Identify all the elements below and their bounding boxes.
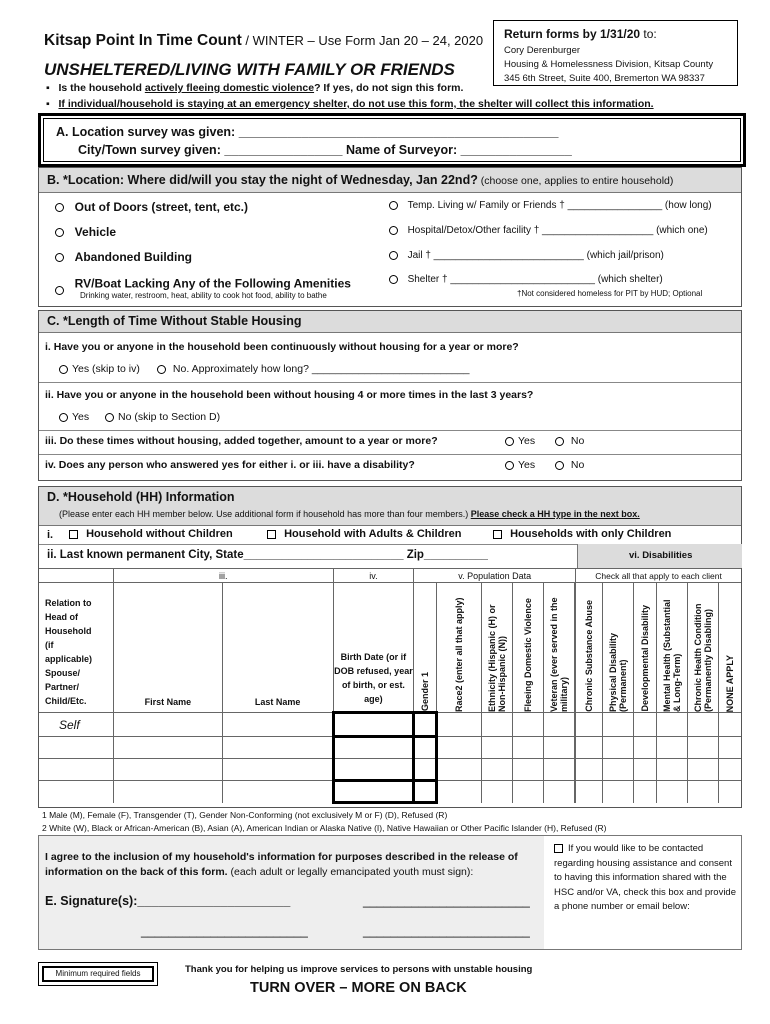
veteran-header: Veteran (ever served in the military): [544, 583, 575, 713]
option-hospital[interactable]: Hospital/Detox/Other facility † ____________________ (which one): [389, 225, 708, 236]
col-group-v: v. Population Data: [414, 569, 576, 583]
return-line2: Housing & Homelessness Division, Kitsap County: [504, 59, 714, 70]
fleeing-dv-header: Fleeing Domestic Violence: [513, 583, 544, 713]
bullet-dv: ▪ Is the household actively fleeing domestic violence? If yes, do not sign this form.: [46, 82, 464, 94]
thank-you-note: Thank you for helping us improve services to persons with unstable housing: [185, 964, 533, 975]
question-c-iv: iv. Does any person who answered yes for either i. or iii. have a disability?: [45, 459, 415, 471]
section-d: [38, 486, 742, 808]
min-required-legend: Minimum required fields: [42, 966, 154, 982]
col-group-iii: iii.: [113, 569, 333, 583]
return-line1: Cory Derenburger: [504, 45, 581, 56]
birth-date-header: Birth Date (or if DOB refused, year of birth, or est. age): [333, 583, 414, 713]
col-group-iv: iv.: [333, 569, 414, 583]
contact-consent[interactable]: If you would like to be contacted regarding housing assistance and consent to having this information shared with the HSC and/or VA, check this box and provide a phone number or email below:: [554, 843, 737, 912]
first-name-cell[interactable]: [113, 713, 222, 737]
c-iv-no[interactable]: No: [555, 459, 584, 471]
gender-cell[interactable]: [414, 713, 437, 737]
section-c-header: C. *Length of Time Without Stable Housing: [39, 311, 741, 333]
section-e: [38, 835, 742, 950]
return-line3: 345 6th Street, Suite 400, Bremerton WA 98337: [504, 73, 705, 84]
self-label: Self: [39, 713, 113, 737]
hud-footnote: †Not considered homeless for PIT by HUD; Optional: [517, 289, 703, 298]
hh-type-adults-children[interactable]: Household with Adults & Children: [267, 528, 461, 540]
last-name-header: Last Name: [222, 583, 333, 713]
consent-text: I agree to the inclusion of my household's information for purposes described in the release of information on the back of this form. (each adult or legally emancipated youth must sign):: [45, 851, 518, 878]
dis-substance-header: Chronic Substance Abuse: [576, 583, 603, 713]
table-row: [39, 737, 741, 759]
dis-chronic-header: Chronic Health Condition (Permanently Disabling): [687, 583, 718, 713]
hh-type-no-children[interactable]: Household without Children: [69, 528, 233, 540]
footnote-race: 2 White (W), Black or African-American (B), Asian (A), American Indian or Alaska Native (I), Native Hawaiian or Other Pacific Islander (H), Refused (R): [42, 823, 607, 833]
section-a: [38, 113, 746, 167]
dis-none-header: NONE APPLY: [718, 583, 741, 713]
form-title: Kitsap Point In Time Count / WINTER – Use Form Jan 20 – 24, 2020: [44, 32, 484, 49]
option-jail[interactable]: Jail † ___________________________ (which jail/prison): [389, 250, 664, 261]
question-c-i: i. Have you or anyone in the household been continuously without housing for a year or more?: [45, 341, 519, 353]
section-d-note: (Please enter each HH member below. Use additional form if household has more than four members.) Please check a HH type in the next box.: [59, 509, 640, 519]
section-d-header: D. *Household (HH) Information: [47, 490, 235, 504]
city-surveyor-field[interactable]: City/Town survey given: _________________ Name of Surveyor: ________________: [78, 143, 572, 157]
section-b-header: B. *Location: Where did/will you stay the night of Wednesday, Jan 22nd? (choose one, applies to entire household): [39, 168, 741, 193]
c-iii-no[interactable]: No: [555, 435, 584, 447]
question-c-ii: ii. Have you or anyone in the household been without housing 4 or more times in the last 3 years?: [45, 389, 534, 401]
household-table: [39, 568, 741, 804]
hh-type-only-children[interactable]: Households with only Children: [493, 528, 671, 540]
option-temp-living[interactable]: Temp. Living w/ Family or Friends † _________________ (how long): [389, 200, 712, 211]
option-shelter[interactable]: Shelter † __________________________ (which shelter): [389, 274, 663, 285]
c-i-no[interactable]: No. Approximately how long? ___________________________: [157, 363, 470, 375]
birth-date-cell[interactable]: [333, 713, 414, 737]
section-b: [38, 167, 742, 307]
row-i-label: i.: [47, 529, 54, 541]
table-row: [39, 781, 741, 803]
return-deadline: Return forms by 1/31/20 to:: [504, 27, 657, 41]
c-iv-yes[interactable]: Yes: [505, 459, 535, 471]
signature-field-2[interactable]: ________________________: [363, 894, 530, 908]
c-ii-no[interactable]: No (skip to Section D): [105, 411, 220, 423]
race-header: Race2 (enter all that apply): [437, 583, 482, 713]
section-c: [38, 310, 742, 481]
dis-mental-header: Mental Health (Substantial & Long-Term): [656, 583, 687, 713]
table-row: [39, 759, 741, 781]
form-subtitle: UNSHELTERED/LIVING WITH FAMILY OR FRIENDS: [44, 60, 455, 79]
location-survey-field[interactable]: A. Location survey was given: ______________________________________________: [56, 125, 559, 139]
option-vehicle[interactable]: Vehicle: [55, 225, 116, 239]
last-name-cell[interactable]: [222, 713, 333, 737]
dis-physical-header: Physical Disability (Permanent): [603, 583, 634, 713]
c-iii-yes[interactable]: Yes: [505, 435, 535, 447]
turn-over-note: TURN OVER – MORE ON BACK: [250, 980, 467, 996]
col-group-check-all: Check all that apply to each client: [576, 569, 741, 583]
footnote-gender: 1 Male (M), Female (F), Transgender (T), Gender Non-Conforming (not exclusively M or F) (D), Refused (R): [42, 810, 448, 820]
bullet-shelter: ▪ If individual/household is staying at an emergency shelter, do not use this form, the shelter will collect this information.: [46, 98, 654, 110]
contact-checkbox[interactable]: [554, 844, 563, 853]
c-i-yes[interactable]: Yes (skip to iv): [59, 363, 140, 375]
last-permanent-city-field[interactable]: ii. Last known permanent City, State_________________________ Zip__________: [47, 549, 488, 561]
relation-header: Relation to Head of Household (if applicable) Spouse/ Partner/ Child/Etc.: [39, 583, 113, 713]
dis-developmental-header: Developmental Disability: [634, 583, 657, 713]
signature-field-4[interactable]: ________________________: [363, 924, 530, 938]
signature-field-1[interactable]: E. Signature(s):______________________: [45, 894, 291, 908]
option-rv-boat[interactable]: RV/Boat Lacking Any of the Following Amenities: [55, 274, 351, 295]
return-info-box: [493, 20, 738, 86]
table-row: [39, 713, 741, 737]
c-ii-yes[interactable]: Yes: [59, 411, 89, 423]
rv-amenities-note: Drinking water, restroom, heat, ability to cook hot food, ability to bathe: [80, 291, 327, 300]
ethnicity-header: Ethnicity (Hispanic (H) or Non-Hispanic (N)): [482, 583, 513, 713]
first-name-header: First Name: [113, 583, 222, 713]
option-abandoned-building[interactable]: Abandoned Building: [55, 250, 192, 264]
question-c-iii: iii. Do these times without housing, added together, amount to a year or more?: [45, 435, 438, 447]
form-title-suffix: / WINTER – Use Form Jan 20 – 24, 2020: [241, 33, 484, 48]
gender-header: Gender 1: [414, 583, 437, 713]
disabilities-header: vi. Disabilities: [629, 550, 693, 561]
signature-field-3[interactable]: ________________________: [141, 924, 308, 938]
option-out-of-doors[interactable]: Out of Doors (street, tent, etc.): [55, 200, 248, 214]
